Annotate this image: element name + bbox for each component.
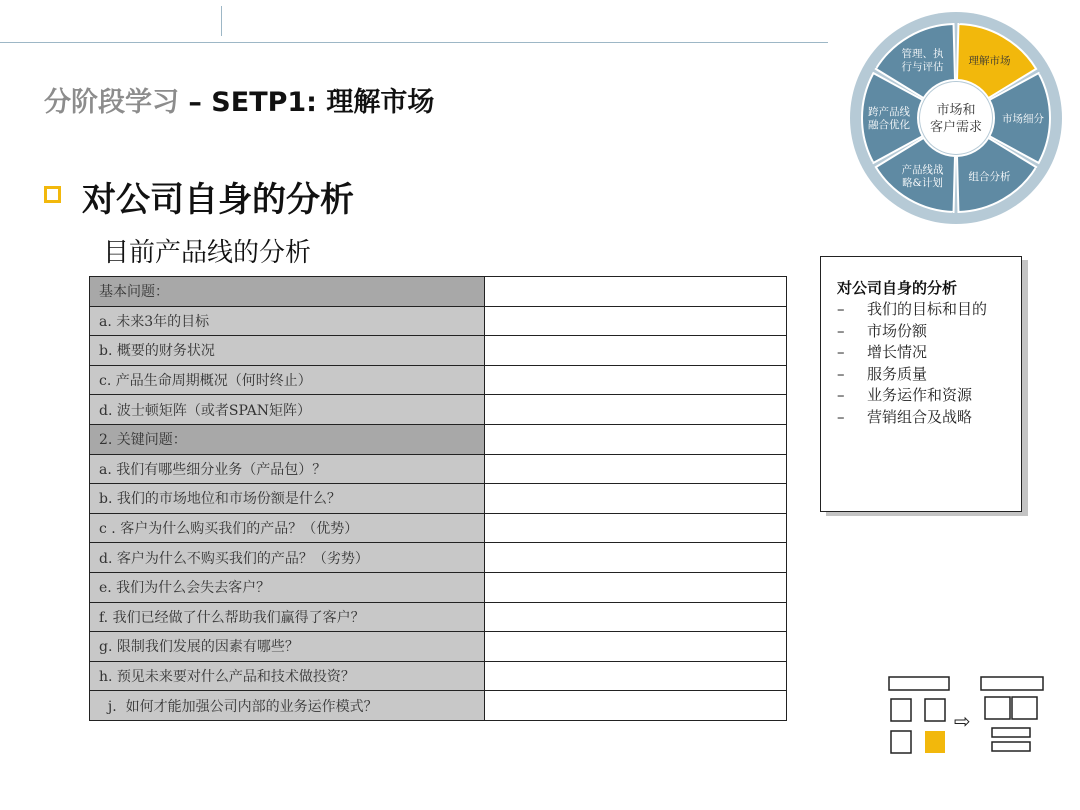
flow-right-box-1 — [985, 697, 1010, 719]
page-title-black: – SETP1: 理解市场 — [179, 87, 435, 118]
question-cell: g. 限制我们发展的因素有哪些？ — [90, 632, 485, 662]
table-row — [90, 306, 787, 336]
cycle-segment-label: 管理、执 — [901, 47, 944, 60]
cycle-segment-label: 融合优化 — [868, 119, 910, 131]
cycle-segment-label: 行与评估 — [901, 60, 944, 73]
cycle-segment-label: 产品线战 — [901, 164, 944, 177]
answer-cell — [485, 602, 787, 632]
process-cycle-diagram — [840, 0, 1072, 238]
cycle-segment-label: 略&计划 — [902, 177, 943, 190]
sidebox-item-label: 我们的目标和目的 — [867, 300, 988, 318]
table-row — [90, 365, 787, 395]
question-cell: f. 我们已经做了什么帮助我们赢得了客户？ — [90, 602, 485, 632]
answer-cell — [485, 513, 787, 543]
flow-left-box-4-highlight — [925, 731, 945, 753]
sidebox-list — [837, 299, 987, 429]
flow-left-box-3 — [891, 731, 911, 753]
table-row — [90, 661, 787, 691]
sidebox-item — [837, 407, 987, 429]
table-row — [90, 484, 787, 514]
section-heading: 对公司自身的分析 — [82, 180, 354, 220]
dash-bullet-icon: – — [837, 407, 845, 426]
cycle-center-label: 市场和 — [936, 103, 976, 118]
sidebox — [820, 256, 1022, 512]
question-cell: b. 我们的市场地位和市场份额是什么？ — [90, 484, 485, 514]
sidebox-item-label: 营销组合及战略 — [867, 407, 973, 426]
question-cell: j. 如何才能加强公司内部的业务运作模式？ — [90, 691, 485, 721]
flow-left-box-2 — [925, 699, 945, 721]
question-table — [89, 276, 787, 721]
answer-cell — [485, 277, 787, 307]
flow-left-box-1 — [891, 699, 911, 721]
answer-cell — [485, 306, 787, 336]
answer-cell — [485, 336, 787, 366]
answer-cell — [485, 454, 787, 484]
dash-bullet-icon: – — [837, 343, 845, 362]
table-row — [90, 395, 787, 425]
table-row — [90, 572, 787, 602]
sidebox-item-label: 市场份额 — [867, 321, 928, 340]
dash-bullet-icon: – — [837, 386, 845, 405]
sidebox-item — [837, 299, 987, 321]
answer-cell — [485, 661, 787, 691]
table-row — [90, 513, 787, 543]
flow-left-top-bar — [889, 677, 949, 690]
table-row — [90, 454, 787, 484]
flow-right-top-bar — [981, 677, 1043, 690]
flow-right-bar-1 — [992, 728, 1030, 737]
question-cell: c . 客户为什么购买我们的产品？（优势） — [90, 513, 485, 543]
cycle-segment-label: 市场细分 — [1002, 113, 1044, 125]
question-cell: d. 客户为什么不购买我们的产品？（劣势） — [90, 543, 485, 573]
header-rule — [0, 42, 828, 43]
dash-bullet-icon: – — [837, 364, 845, 383]
flow-right-box-2 — [1012, 697, 1037, 719]
table-row — [90, 336, 787, 366]
answer-cell — [485, 395, 787, 425]
question-cell: c. 产品生命周期概况（何时终止） — [90, 365, 485, 395]
question-cell: h. 预见未来要对什么产品和技术做投资？ — [90, 661, 485, 691]
cycle-center-label: 客户需求 — [929, 120, 983, 135]
question-cell: 2. 关键问题： — [90, 424, 485, 454]
question-cell: 基本问题： — [90, 277, 485, 307]
sidebox-item — [837, 342, 987, 364]
page-title-grey: 分阶段学习 — [44, 87, 179, 118]
answer-cell — [485, 691, 787, 721]
sidebox-item-label: 业务运作和资源 — [867, 386, 973, 405]
section-subheading: 目前产品线的分析 — [103, 238, 312, 268]
header-tick — [221, 6, 222, 36]
answer-cell — [485, 543, 787, 573]
answer-cell — [485, 484, 787, 514]
answer-cell — [485, 365, 787, 395]
answer-cell — [485, 572, 787, 602]
table-row — [90, 602, 787, 632]
answer-cell — [485, 424, 787, 454]
question-cell: a. 未来3年的目标 — [90, 306, 485, 336]
table-section-row — [90, 424, 787, 454]
sidebox-item-label: 增长情况 — [867, 343, 928, 362]
answer-cell — [485, 632, 787, 662]
table-row — [90, 691, 787, 721]
cycle-center — [920, 82, 992, 154]
cycle-segment-label: 组合分析 — [968, 171, 1011, 184]
table-row — [90, 543, 787, 573]
sidebox-item — [837, 385, 987, 407]
sidebox-title: 对公司自身的分析 — [837, 279, 958, 297]
question-cell: e. 我们为什么会失去客户？ — [90, 572, 485, 602]
square-bullet-icon — [44, 186, 61, 203]
dash-bullet-icon: – — [837, 300, 845, 318]
table-section-row — [90, 277, 787, 307]
dash-bullet-icon: – — [837, 321, 845, 340]
flow-right-bar-2 — [992, 742, 1030, 751]
sidebox-item — [837, 321, 987, 343]
question-cell: a. 我们有哪些细分业务（产品包）？ — [90, 454, 485, 484]
cycle-segment-label: 理解市场 — [968, 54, 1011, 67]
sidebox-item-label: 服务质量 — [867, 364, 928, 383]
question-cell: b. 概要的财务状况 — [90, 336, 485, 366]
page-title — [44, 80, 434, 119]
table-row — [90, 632, 787, 662]
cycle-segment-label: 跨产品线 — [868, 106, 910, 118]
sidebox-item — [837, 364, 987, 386]
question-cell: d. 波士顿矩阵（或者SPAN矩阵） — [90, 395, 485, 425]
flow-arrow-icon: ⇨ — [954, 709, 971, 733]
flow-icon — [884, 672, 1054, 762]
